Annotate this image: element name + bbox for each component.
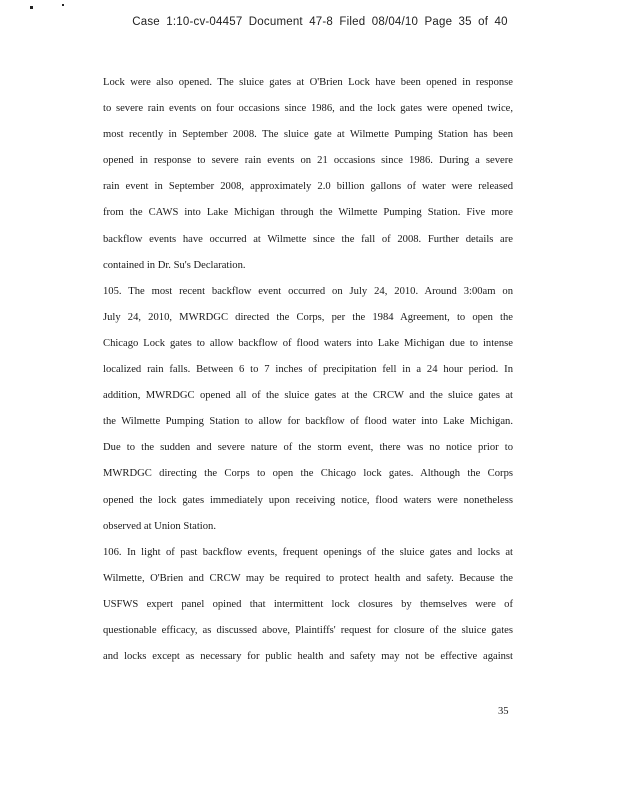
body-line: opened in response to severe rain events on 21 occasions since 1986. During a severe [103,155,513,167]
body-line: Due to the sudden and severe nature of the storm event, there was no notice prior to [103,442,513,454]
body-line: backflow events have occurred at Wilmette since the fall of 2008. Further details are [103,233,513,245]
body-line: to severe rain events on four occasions since 1986, and the lock gates were opened twice, [103,103,513,115]
case-header: Case 1:10-cv-04457 Document 47-8 Filed 08/04/10 Page 35 of 40 [132,16,508,28]
body-line: opened the lock gates immediately upon receiving notice, flood waters were nonetheless [103,494,513,506]
body-line: the Wilmette Pumping Station to allow for backflow of flood water into Lake Michigan. [103,416,513,428]
body-line: from the CAWS into Lake Michigan through the Wilmette Pumping Station. Five more [103,207,513,219]
scan-speck [62,4,64,6]
body-line: Chicago Lock gates to allow backflow of flood waters into Lake Michigan due to intense [103,337,513,349]
body-line: USFWS expert panel opined that intermittent lock closures by themselves were of [103,598,513,610]
body-line: observed at Union Station. [103,520,216,532]
paragraph-105-start: 105. The most recent backflow event occurred on July 24, 2010. Around 3:00am on [103,285,513,297]
body-line: localized rain falls. Between 6 to 7 inches of precipitation fell in a 24 hour period. In [103,364,513,376]
scan-speck [30,6,33,9]
page-number: 35 [498,706,509,717]
body-line: and locks except as necessary for public health and safety may not be effective against [103,651,513,663]
body-line: MWRDGC directing the Corps to open the Chicago lock gates. Although the Corps [103,468,513,480]
body-line: rain event in September 2008, approximately 2.0 billion gallons of water were released [103,181,513,193]
document-body [103,70,513,670]
paragraph-106-start: 106. In light of past backflow events, frequent openings of the sluice gates and locks at [103,546,513,558]
body-line: questionable efficacy, as discussed above, Plaintiffs' request for closure of the sluice gates [103,624,513,636]
body-line: contained in Dr. Su's Declaration. [103,259,246,271]
body-line: Wilmette, O'Brien and CRCW may be required to protect health and safety. Because the [103,572,513,584]
body-line: most recently in September 2008. The sluice gate at Wilmette Pumping Station has been [103,129,513,141]
body-line: addition, MWRDGC opened all of the sluice gates at the CRCW and the sluice gates at [103,390,513,402]
body-line: Lock were also opened. The sluice gates at O'Brien Lock have been opened in response [103,77,513,88]
body-line: July 24, 2010, MWRDGC directed the Corps, per the 1984 Agreement, to open the [103,311,513,323]
